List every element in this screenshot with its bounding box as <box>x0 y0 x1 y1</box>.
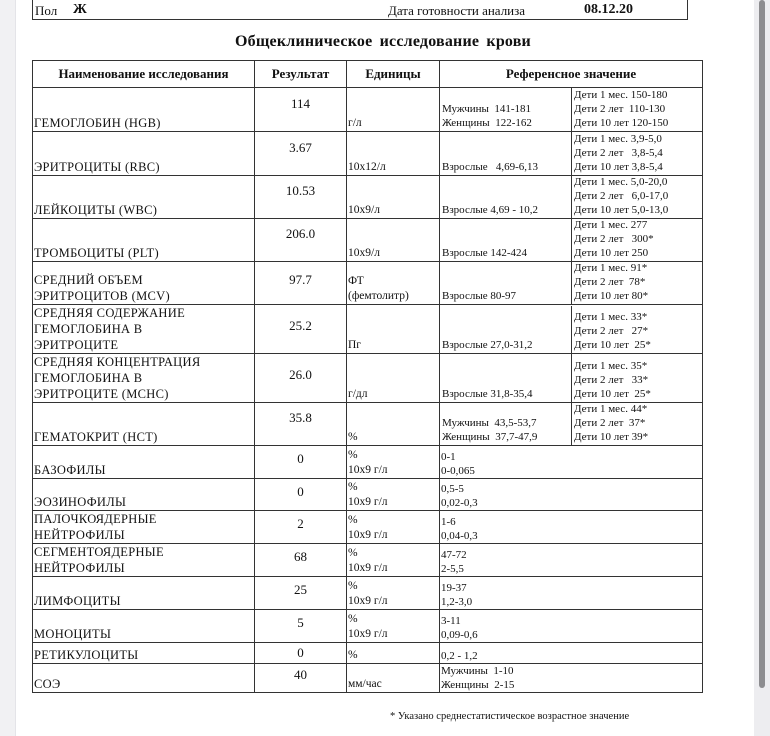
reference-cell <box>440 610 703 643</box>
reference-line: 0-0,065 <box>441 465 475 477</box>
reference-child-line: Дети 10 лет 25* <box>574 388 651 400</box>
result-cell <box>255 305 347 354</box>
units-cell <box>347 610 440 643</box>
reference-line: Мужчины 1-10 <box>441 665 514 677</box>
test-name-cell <box>33 262 255 305</box>
reference-adult <box>441 354 571 402</box>
units-line: г/л <box>348 117 362 129</box>
units-cell <box>347 88 440 132</box>
test-name-line: ЛЕЙКОЦИТЫ (WBC) <box>34 203 158 217</box>
reference-children <box>571 354 701 402</box>
units-line: мм/час <box>348 678 382 690</box>
result-cell <box>255 403 347 446</box>
units-line: Пг <box>348 339 362 351</box>
test-name-line: СОЭ <box>34 677 61 691</box>
units-line: 10x9/л <box>348 247 380 259</box>
units-line: % <box>348 514 358 526</box>
reference-adult-line: Взрослые 4,69-6,13 <box>442 161 539 173</box>
units-cell <box>347 219 440 262</box>
test-name-cell <box>33 176 255 219</box>
reference-child-line: Дети 1 мес. 150-180 <box>574 89 668 101</box>
reference-child-line: Дети 2 лет 110-130 <box>574 103 666 115</box>
units-cell <box>347 643 440 664</box>
units-line: % <box>348 649 358 661</box>
test-name-line: ГЕМОГЛОБИНА В <box>34 371 143 385</box>
units-cell <box>347 176 440 219</box>
units-line: 10x9 г/л <box>348 464 388 476</box>
units-cell <box>347 354 440 403</box>
reference-cell <box>440 544 703 577</box>
test-name-line: ГЕМОГЛОБИНА В <box>34 322 143 336</box>
result-value: 3.67 <box>289 139 312 155</box>
ready-date-value: 08.12.20 <box>584 2 633 17</box>
reference-line: 0,09-0,6 <box>441 629 478 641</box>
reference-cell <box>440 262 703 305</box>
test-name-line: БАЗОФИЛЫ <box>34 463 106 477</box>
units-line: % <box>348 481 358 493</box>
table-row <box>33 479 703 511</box>
scrollbar-thumb[interactable] <box>759 0 765 688</box>
test-name-line: ЭОЗИНОФИЛЫ <box>34 495 127 509</box>
result-cell <box>255 446 347 479</box>
table-row <box>33 610 703 643</box>
units-line: (фемтолитр) <box>348 290 409 302</box>
reference-line: 19-37 <box>441 582 467 594</box>
result-value: 68 <box>294 549 307 564</box>
units-line: % <box>348 547 358 559</box>
test-name-cell <box>33 446 255 479</box>
reference-cell <box>440 219 703 262</box>
test-name-line: СРЕДНЯЯ СОДЕРЖАНИЕ <box>34 306 186 320</box>
reference-adult <box>441 176 571 218</box>
units-line: % <box>348 449 358 461</box>
test-name-cell <box>33 544 255 577</box>
reference-child-line: Дети 1 мес. 3,9-5,0 <box>574 133 662 145</box>
reference-child-line: Дети 10 лет 3,8-5,4 <box>574 161 663 173</box>
table-row <box>33 544 703 577</box>
table-row <box>33 132 703 176</box>
units-cell <box>347 446 440 479</box>
test-name-line: НЕЙТРОФИЛЫ <box>34 528 125 542</box>
test-name-cell <box>33 479 255 511</box>
reference-child-line: Дети 2 лет 33* <box>574 374 649 386</box>
reference-child-line: Дети 10 лет 39* <box>574 431 649 443</box>
column-header-result: Результат <box>255 61 347 88</box>
reference-adult-line: Взрослые 31,8-35,4 <box>442 388 533 400</box>
table-row <box>33 664 703 693</box>
reference-cell <box>440 305 703 354</box>
result-cell <box>255 132 347 176</box>
reference-child-line: Дети 1 мес. 35* <box>574 360 648 372</box>
reference-line: 2-5,5 <box>441 563 464 575</box>
units-cell <box>347 664 440 693</box>
result-value: 97.7 <box>289 272 312 287</box>
result-value: 2 <box>297 516 304 531</box>
units-cell <box>347 403 440 446</box>
reference-child-line: Дети 1 мес. 44* <box>574 403 648 415</box>
units-cell <box>347 305 440 354</box>
units-line: г/дл <box>348 388 368 400</box>
test-name-line: ЭРИТРОЦИТЕ (MCHC) <box>34 387 169 401</box>
result-cell <box>255 643 347 664</box>
table-row <box>33 262 703 305</box>
result-value: 5 <box>297 615 304 630</box>
reference-child-line: Дети 2 лет 37* <box>574 417 646 429</box>
result-cell <box>255 176 347 219</box>
reference-adult-line: Взрослые 80-97 <box>442 290 517 302</box>
test-name-line: ТРОМБОЦИТЫ (PLT) <box>34 246 159 260</box>
test-name-cell <box>33 305 255 354</box>
reference-cell <box>440 511 703 544</box>
reference-cell <box>440 176 703 219</box>
units-cell <box>347 132 440 176</box>
units-line: 10x9 г/л <box>348 562 388 574</box>
reference-child-line: Дети 10 лет 25* <box>574 339 651 351</box>
test-name-cell <box>33 88 255 132</box>
reference-adult <box>441 219 571 261</box>
test-name-line: ЭРИТРОЦИТЫ (RBC) <box>34 160 160 174</box>
result-value: 26.0 <box>289 367 312 382</box>
result-cell <box>255 262 347 305</box>
table-row <box>33 219 703 262</box>
units-line: 10x9 г/л <box>348 496 388 508</box>
test-name-line: РЕТИКУЛОЦИТЫ <box>34 648 139 662</box>
reference-child-line: Дети 2 лет 300* <box>574 233 654 245</box>
reference-cell <box>440 88 703 132</box>
result-value: 0 <box>297 483 304 499</box>
reference-children <box>571 262 701 304</box>
reference-child-line: Дети 10 лет 250 <box>574 247 649 259</box>
test-name-line: СРЕДНИЙ ОБЪЕМ <box>34 273 143 287</box>
table-row <box>33 403 703 446</box>
table-row <box>33 511 703 544</box>
reference-line: 3-11 <box>441 615 461 627</box>
test-name-cell <box>33 664 255 693</box>
units-line: % <box>348 431 358 443</box>
test-name-line: НЕЙТРОФИЛЫ <box>34 561 125 575</box>
result-value: 25 <box>294 582 307 597</box>
table-row <box>33 354 703 403</box>
reference-child-line: Дети 1 мес. 33* <box>574 311 648 323</box>
sex-label: Пол <box>35 3 58 18</box>
reference-line: 1-6 <box>441 516 456 528</box>
units-cell <box>347 577 440 610</box>
table-row <box>33 305 703 354</box>
reference-children <box>571 306 701 353</box>
test-name-line: МОНОЦИТЫ <box>34 627 112 641</box>
reference-child-line: Дети 1 мес. 91* <box>574 262 648 274</box>
reference-adult-line: Мужчины 141-181 <box>442 103 532 115</box>
reference-children <box>571 88 701 131</box>
units-cell <box>347 511 440 544</box>
units-line: 10x9/л <box>348 204 380 216</box>
result-value: 0 <box>297 645 304 660</box>
reference-child-line: Дети 1 мес. 5,0-20,0 <box>574 176 668 188</box>
reference-adult-line: Мужчины 43,5-53,7 <box>442 417 537 429</box>
reference-child-line: Дети 2 лет 6,0-17,0 <box>574 190 669 202</box>
result-cell <box>255 577 347 610</box>
units-line: 10x9 г/л <box>348 529 388 541</box>
result-cell <box>255 544 347 577</box>
reference-adult-line: Взрослые 142-424 <box>442 247 528 259</box>
result-value: 0 <box>297 451 304 466</box>
document-title: Общеклиническое исследование крови <box>235 33 531 50</box>
units-line: % <box>348 580 358 592</box>
table-row <box>33 577 703 610</box>
reference-child-line: Дети 2 лет 78* <box>574 276 646 288</box>
reference-cell <box>440 643 703 664</box>
result-value: 40 <box>294 667 307 682</box>
table-row <box>33 446 703 479</box>
reference-adult-line: Женщины 122-162 <box>442 117 532 129</box>
reference-adult-line: Взрослые 27,0-31,2 <box>442 339 533 351</box>
result-cell <box>255 219 347 262</box>
test-name-line: ЛИМФОЦИТЫ <box>34 594 121 608</box>
test-name-line: ГЕМАТОКРИТ (HCT) <box>34 430 158 444</box>
reference-line: 0,04-0,3 <box>441 530 478 542</box>
units-line: 10x9 г/л <box>348 628 388 640</box>
units-cell <box>347 479 440 511</box>
column-header-reference: Референсное значение <box>440 61 703 88</box>
reference-children <box>571 132 701 175</box>
result-cell <box>255 610 347 643</box>
test-name-cell <box>33 403 255 446</box>
test-name-cell <box>33 354 255 403</box>
ready-date-label: Дата готовности анализа <box>388 3 526 18</box>
test-name-cell <box>33 610 255 643</box>
reference-child-line: Дети 10 лет 80* <box>574 290 649 302</box>
reference-adult <box>441 88 571 131</box>
result-value: 206.0 <box>285 226 316 241</box>
test-name-line: ЭРИТРОЦИТЕ <box>34 338 119 352</box>
reference-child-line: Дети 10 лет 5,0-13,0 <box>574 204 669 216</box>
reference-line: 0,5-5 <box>441 483 464 495</box>
reference-cell <box>440 132 703 176</box>
sex-value: Ж <box>73 2 87 17</box>
test-name-cell <box>33 511 255 544</box>
result-cell <box>255 88 347 132</box>
column-header-name: Наименование исследования <box>33 61 255 88</box>
reference-line: 0-1 <box>441 451 456 463</box>
reference-adult <box>441 403 571 445</box>
test-name-line: ПАЛОЧКОЯДЕРНЫЕ <box>34 512 157 526</box>
units-cell <box>347 544 440 577</box>
reference-adult <box>441 262 571 304</box>
patient-info-bar <box>32 0 688 20</box>
test-name-line: СРЕДНЯЯ КОНЦЕНТРАЦИЯ <box>34 355 201 369</box>
result-cell <box>255 479 347 511</box>
reference-cell <box>440 446 703 479</box>
reference-children <box>571 403 701 445</box>
result-value: 25.2 <box>289 318 312 333</box>
result-value: 10.53 <box>285 183 316 198</box>
reference-cell <box>440 664 703 693</box>
test-name-cell <box>33 132 255 176</box>
result-cell <box>255 664 347 693</box>
reference-adult-line: Женщины 37,7-47,9 <box>442 431 538 443</box>
column-header-units: Единицы <box>347 61 440 88</box>
reference-cell <box>440 479 703 511</box>
reference-child-line: Дети 2 лет 27* <box>574 325 649 337</box>
reference-line: 47-72 <box>441 549 467 561</box>
table-row <box>33 643 703 664</box>
reference-children <box>571 219 701 261</box>
units-cell <box>347 262 440 305</box>
results-table <box>32 60 703 693</box>
reference-cell <box>440 577 703 610</box>
reference-cell <box>440 354 703 403</box>
test-name-line: ЭРИТРОЦИТОВ (MCV) <box>34 289 170 303</box>
test-name-line: СЕГМЕНТОЯДЕРНЫЕ <box>34 545 164 559</box>
table-header-row <box>33 61 703 88</box>
units-line: % <box>348 613 358 625</box>
left-page-margin <box>0 0 16 736</box>
table-row <box>33 176 703 219</box>
reference-adult-line: Взрослые 4,69 - 10,2 <box>442 204 539 216</box>
result-cell <box>255 511 347 544</box>
result-value: 114 <box>290 95 311 111</box>
reference-line: 0,2 - 1,2 <box>441 650 478 662</box>
reference-child-line: Дети 10 лет 120-150 <box>574 117 669 129</box>
test-name-cell <box>33 643 255 664</box>
reference-children <box>571 176 701 218</box>
reference-cell <box>440 403 703 446</box>
test-name-cell <box>33 577 255 610</box>
reference-line: 1,2-3,0 <box>441 596 473 608</box>
test-name-cell <box>33 219 255 262</box>
reference-child-line: Дети 1 мес. 277 <box>574 219 648 231</box>
reference-adult <box>441 132 571 175</box>
footnote: * Указано среднестатистическое возрастное значение <box>390 711 630 722</box>
reference-line: Женщины 2-15 <box>441 679 515 691</box>
units-line: 10x12/л <box>348 161 386 173</box>
reference-child-line: Дети 2 лет 3,8-5,4 <box>574 147 663 159</box>
units-line: ФТ <box>348 275 364 287</box>
reference-adult <box>441 306 571 353</box>
test-name-line: ГЕМОГЛОБИН (HGB) <box>34 116 161 130</box>
units-line: 10x9 г/л <box>348 595 388 607</box>
result-cell <box>255 354 347 403</box>
table-row <box>33 88 703 132</box>
result-value: 35.8 <box>289 410 312 425</box>
reference-line: 0,02-0,3 <box>441 497 478 509</box>
